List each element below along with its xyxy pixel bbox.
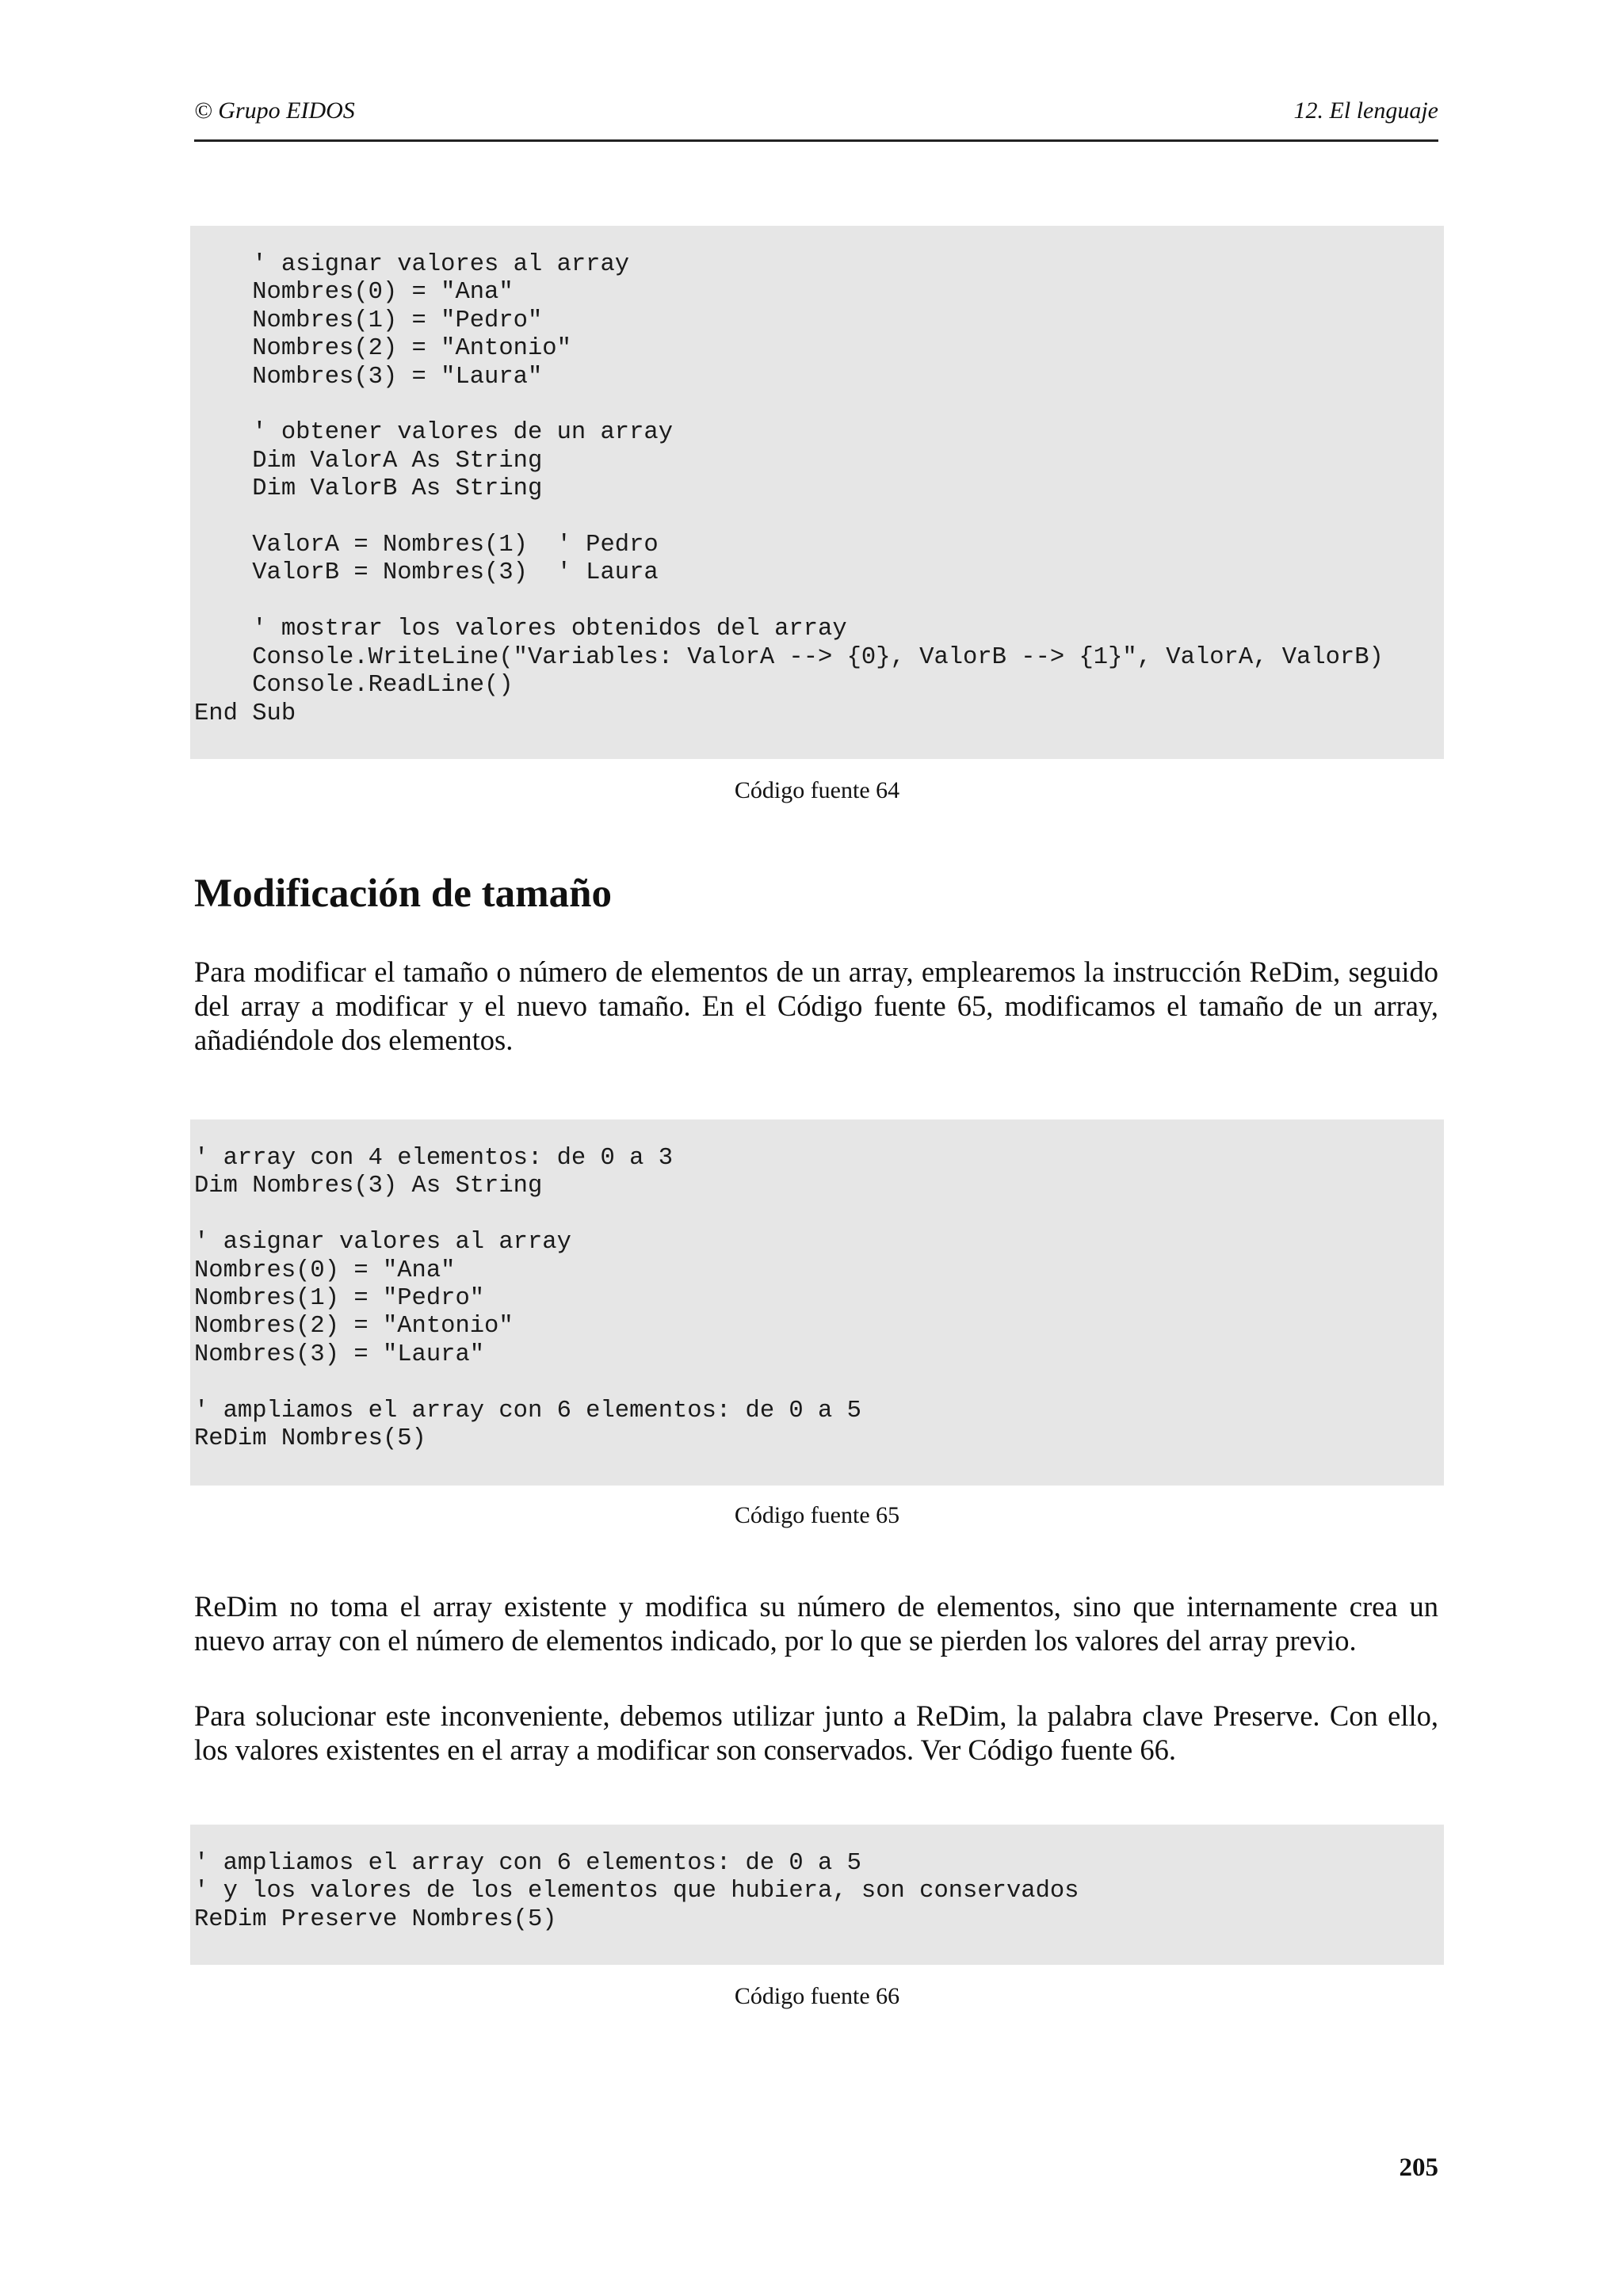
code-caption-66: Código fuente 66 <box>734 1983 900 2009</box>
code-block-66 <box>190 1825 1444 1965</box>
paragraph-preserve: Para solucionar este inconveniente, debemos utilizar junto a ReDim, la palabra clave Preserve. Con ello, los valores existentes en el array a modificar son conservados. Ver Código fuente 66. <box>194 1699 1438 1766</box>
header-chapter: 12. El lenguaje <box>1293 97 1438 124</box>
code-listing-64: ' asignar valores al array Nombres(0) = "Ana" Nombres(1) = "Pedro" Nombres(2) = "Antonio" Nombres(3) = "Laura" ' obtener valores de un array Dim ValorA As String Dim ValorB As String ValorA = Nombres(1) ' Pedro ValorB = Nombres(3) ' Laura ' mostrar los valores obtenidos del array Console.WriteLine("Variables: ValorA --> {0}, ValorB --> {1}", ValorA, ValorB) Console.ReadLine() End Sub <box>194 251 1384 727</box>
code-caption-65: Código fuente 65 <box>734 1502 900 1528</box>
paragraph-redim-behavior: ReDim no toma el array existente y modifica su número de elementos, sino que internamente crea un nuevo array con el número de elementos indicado, por lo que se pierden los valores del array previo. <box>194 1590 1438 1657</box>
code-listing-66: ' ampliamos el array con 6 elementos: de 0 a 5 ' y los valores de los elementos que hubiera, son conservados ReDim Preserve Nombres(5) <box>194 1850 1079 1933</box>
code-caption-64: Código fuente 64 <box>734 777 900 803</box>
page-number: 205 <box>1399 2153 1438 2182</box>
code-block-64 <box>190 226 1444 759</box>
code-block-65 <box>190 1119 1444 1486</box>
header-publisher: © Grupo EIDOS <box>194 97 355 124</box>
code-listing-65: ' array con 4 elementos: de 0 a 3 Dim Nombres(3) As String ' asignar valores al array Nombres(0) = "Ana" Nombres(1) = "Pedro" Nombres(2) = "Antonio" Nombres(3) = "Laura" ' ampliamos el array con 6 elementos: de 0 a 5 ReDim Nombres(5) <box>194 1145 861 1453</box>
section-heading: Modificación de tamaño <box>194 871 612 916</box>
page-header <box>194 93 1438 142</box>
paragraph-redim-intro: Para modificar el tamaño o número de elementos de un array, emplearemos la instrucción ReDim, seguido del array a modificar y el nuevo tamaño. En el Código fuente 65, modificamos el tamaño de un array, añadiéndole dos elementos. <box>194 955 1438 1056</box>
